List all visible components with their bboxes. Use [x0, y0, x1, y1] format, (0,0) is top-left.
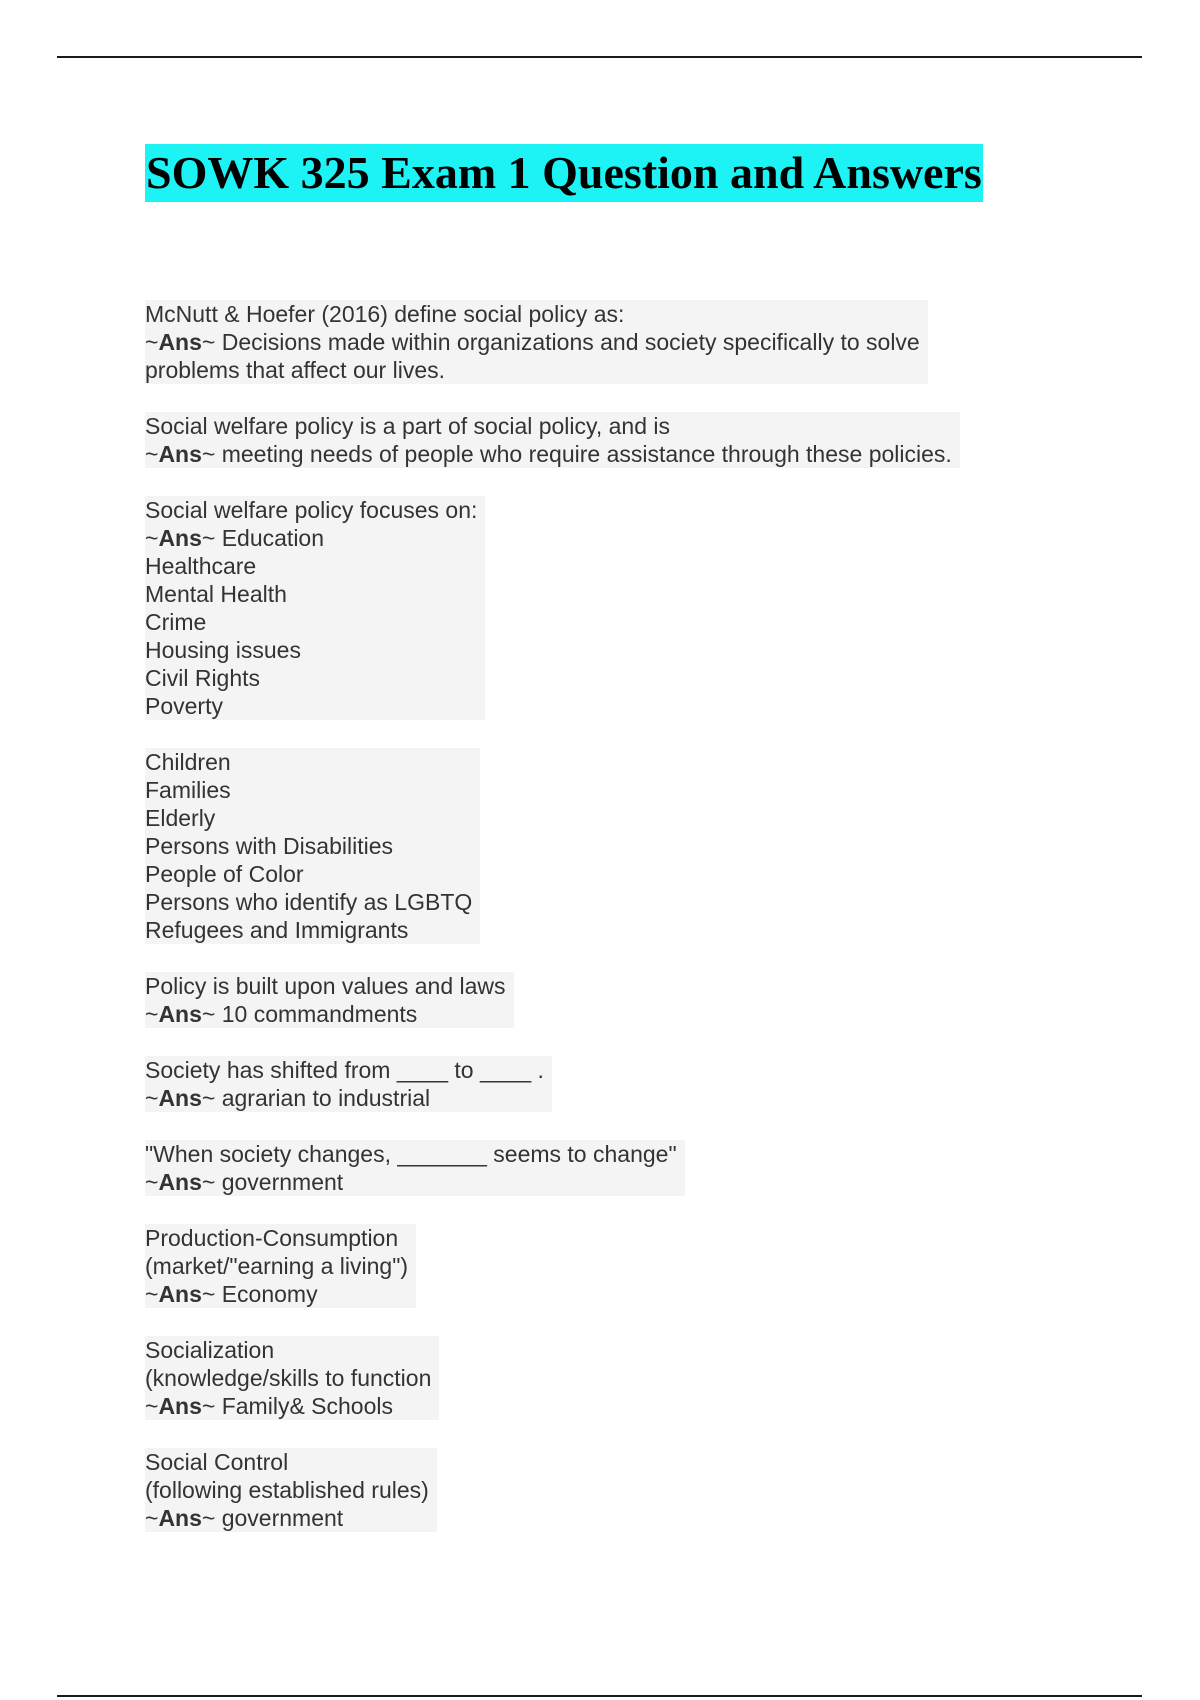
- top-rule: [57, 56, 1142, 58]
- qa-content: [145, 300, 1025, 1560]
- ans-marker: ~Ans~: [145, 1001, 216, 1027]
- qa-item: [145, 1056, 1025, 1112]
- answer-list-item: Civil Rights: [145, 665, 261, 691]
- answer-text: Economy: [221, 1281, 318, 1307]
- answer-text: 10 commandments: [221, 1001, 418, 1027]
- list-item: Persons who identify as LGBTQ: [145, 889, 473, 915]
- answer-text: Decisions made within organizations and society specifically to solve: [221, 329, 920, 355]
- answer-line: [145, 1504, 429, 1532]
- answer-continuation: problems that affect our lives.: [145, 357, 445, 383]
- answer-line: [145, 328, 920, 356]
- qa-item: [145, 1336, 1025, 1420]
- list-item: People of Color: [145, 861, 304, 887]
- question-text: Social Control: [145, 1449, 289, 1475]
- answer-line: [145, 440, 952, 468]
- answer-text: agrarian to industrial: [221, 1085, 431, 1111]
- answer-line: [145, 524, 477, 552]
- list-item: Children: [145, 749, 231, 775]
- groups-list: [145, 748, 1025, 944]
- qa-item: [145, 1140, 1025, 1196]
- ans-marker: ~Ans~: [145, 1085, 216, 1111]
- qa-item: [145, 412, 1025, 468]
- qa-block: [145, 1224, 416, 1308]
- bottom-rule: [57, 1695, 1142, 1697]
- qa-item: [145, 972, 1025, 1028]
- qa-item: [145, 1224, 1025, 1308]
- ans-marker: ~Ans~: [145, 1281, 216, 1307]
- question-text: Production-Consumption: [145, 1225, 399, 1251]
- question-text: Society has shifted from ____ to ____ .: [145, 1057, 544, 1083]
- answer-list-item: Crime: [145, 609, 207, 635]
- list-item: Elderly: [145, 805, 216, 831]
- qa-block: [145, 972, 514, 1028]
- question-text: (following established rules): [145, 1477, 429, 1503]
- answer-list-item: Healthcare: [145, 553, 257, 579]
- question-text: Socialization: [145, 1337, 275, 1363]
- qa-block: [145, 300, 928, 384]
- list-item: Persons with Disabilities: [145, 833, 393, 859]
- question-text: Social welfare policy is a part of social policy, and is: [145, 413, 670, 439]
- answer-text: Education: [221, 525, 325, 551]
- question-text: "When society changes, _______ seems to change": [145, 1141, 677, 1167]
- qa-block: [145, 1336, 439, 1420]
- qa-block: [145, 1140, 685, 1196]
- qa-item: [145, 300, 1025, 384]
- question-text: (market/"earning a living"): [145, 1253, 409, 1279]
- answer-text: government: [221, 1505, 344, 1531]
- list-item: Families: [145, 777, 231, 803]
- ans-marker: ~Ans~: [145, 441, 216, 467]
- list-item: Refugees and Immigrants: [145, 917, 409, 943]
- answer-list-item: Housing issues: [145, 637, 301, 663]
- qa-block: [145, 1056, 552, 1112]
- ans-marker: ~Ans~: [145, 525, 216, 551]
- question-text: Social welfare policy focuses on:: [145, 497, 478, 523]
- qa-block: [145, 1448, 437, 1532]
- answer-list-item: Mental Health: [145, 581, 287, 607]
- page-title: SOWK 325 Exam 1 Question and Answers: [146, 147, 982, 198]
- ans-marker: ~Ans~: [145, 1393, 216, 1419]
- qa-block: [145, 412, 960, 468]
- answer-line: [145, 1000, 506, 1028]
- answer-line: [145, 1280, 408, 1308]
- question-text: McNutt & Hoefer (2016) define social policy as:: [145, 301, 625, 327]
- answer-text: Family& Schools: [221, 1393, 393, 1419]
- ans-marker: ~Ans~: [145, 1505, 216, 1531]
- answer-line: [145, 1084, 544, 1112]
- qa-item: [145, 1448, 1025, 1532]
- answer-list-item: Poverty: [145, 693, 223, 719]
- title-highlight: [145, 144, 983, 202]
- question-text: (knowledge/skills to function: [145, 1365, 432, 1391]
- ans-marker: ~Ans~: [145, 329, 216, 355]
- answer-text: government: [221, 1169, 344, 1195]
- qa-block: [145, 496, 485, 720]
- answer-line: [145, 1392, 431, 1420]
- qa-item: [145, 496, 1025, 720]
- qa-block: [145, 748, 480, 944]
- ans-marker: ~Ans~: [145, 1169, 216, 1195]
- answer-text: meeting needs of people who require assistance through these policies.: [221, 441, 952, 467]
- answer-line: [145, 1168, 677, 1196]
- question-text: Policy is built upon values and laws: [145, 973, 506, 999]
